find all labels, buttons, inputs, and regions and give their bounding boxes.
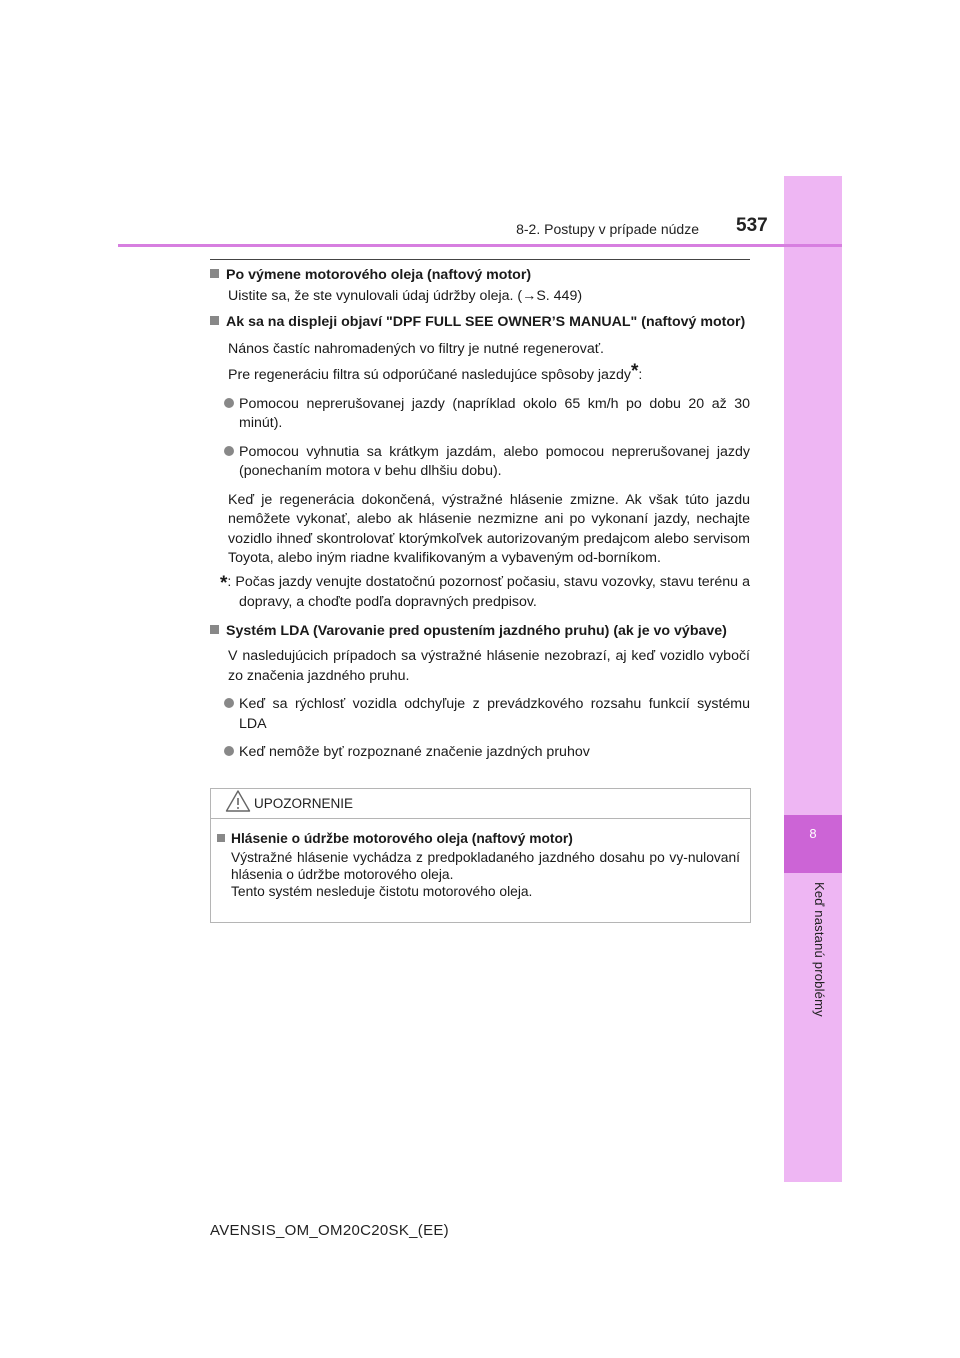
paragraph: Keď je regenerácia dokončená, výstražné hlásenie zmizne. Ak však túto jazdu nemôžete vykonať, alebo ak hlásenie nezmizne ani po vykonaní jazdy, nechajte vozidlo ihneď skontrolovať ktorýmkoľvek autorizovaným predajcom alebo servisom Toyota, alebo iným riadne kvalifikovaným a vybaveným od-borníkom. (228, 491, 750, 566)
main-content (210, 266, 750, 763)
asterisk-mark: * (631, 361, 639, 382)
bullet-dot-icon (224, 746, 234, 756)
warning-body (211, 819, 750, 900)
paragraph: Uistite sa, že ste vynulovali údaj údržby oleja. (→S. 449) (228, 287, 583, 304)
list-item-text: Pomocou neprerušovanej jazdy (napríklad okolo 65 km/h po dobu 20 až 30 minút). (239, 395, 750, 431)
square-bullet-icon (210, 625, 219, 634)
list-item-text: Keď nemôže byť rozpoznané značenie jazdných pruhov (239, 744, 590, 760)
warning-box (210, 788, 751, 923)
warning-label: UPOZORNENIE (254, 796, 354, 811)
warning-heading (217, 830, 740, 847)
section-title: 8-2. Postupy v prípade núdze (516, 221, 699, 237)
warning-paragraph: Výstražné hlásenie vychádza z predpokladaného jazdného dosahu po vy-nulovaní hlásenia o údržbe motorového oleja. (231, 850, 740, 882)
list-item-text: Keď sa rýchlosť vozidla odchyľuje z prevádzkového rozsahu funkcií systému LDA (239, 696, 750, 732)
square-bullet-icon (210, 316, 219, 325)
paragraph: V nasledujúcich prípadoch sa výstražné hlásenie nezobrazí, aj keď vozidlo vybočí zo značenia jazdného pruhu. (228, 648, 750, 684)
heading-text: Systém LDA (Varovanie pred opustením jazdného pruhu) (ak je vo výbave) (226, 622, 727, 639)
list-item (210, 395, 750, 434)
footnote (210, 573, 750, 613)
bullet-dot-icon (224, 698, 234, 708)
document-code: AVENSIS_OM_OM20C20SK_(EE) (210, 1222, 449, 1239)
heading-text: Ak sa na displeji objaví "DPF FULL SEE OWNER’S MANUAL" (naftový motor) (226, 314, 746, 330)
header-rule (118, 244, 842, 247)
chapter-title: Keď nastanú problémy (812, 882, 827, 1017)
bullet-dot-icon (224, 446, 234, 456)
section-heading (210, 266, 750, 286)
bullet-dot-icon (224, 398, 234, 408)
section-heading (210, 622, 750, 642)
warning-heading-text: Hlásenie o údržbe motorového oleja (naftový motor) (231, 831, 573, 846)
list-item (210, 443, 750, 482)
content-rule (210, 259, 750, 260)
page-number: 537 (736, 215, 768, 236)
chapter-number: 8 (809, 826, 817, 841)
warning-paragraph: Tento systém nesleduje čistotu motorového oleja. (231, 884, 533, 899)
section-heading (210, 313, 750, 333)
footnote-text: : Počas jazdy venujte dostatočnú pozornosť počasiu, stavu vozovky, stavu terénu a dopravy, a choďte podľa dopravných predpisov. (227, 573, 750, 610)
colon: : (638, 367, 643, 383)
warning-triangle-icon (225, 789, 251, 818)
paragraph: Nános častíc nahromadených vo filtry je nutné regenerovať. (228, 340, 604, 357)
square-bullet-icon (217, 834, 225, 842)
paragraph-text: Pre regeneráciu filtra sú odporúčané nasledujúce spôsoby jazdy (228, 367, 632, 383)
paragraph (210, 361, 750, 386)
asterisk-mark: * (220, 572, 228, 594)
list-item (210, 743, 750, 763)
list-item (210, 695, 750, 734)
heading-text: Po výmene motorového oleja (naftový motor) (226, 267, 532, 283)
warning-header (211, 789, 750, 819)
square-bullet-icon (210, 269, 219, 278)
list-item-text: Pomocou vyhnutia sa krátkym jazdám, alebo pomocou neprerušovanej jazdy (ponechaním motora v behu dlhšiu dobu). (239, 443, 750, 479)
chapter-tab-marker (784, 815, 842, 873)
